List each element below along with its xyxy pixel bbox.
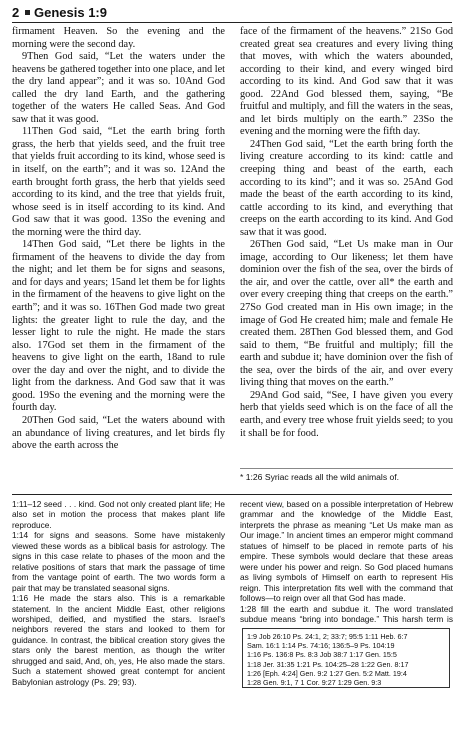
cross-reference-line: 1:9 Job 26:10 Ps. 24:1, 2; 33:7; 95:5 1:11 Heb. 6:7: [247, 632, 408, 641]
page-number: 2: [12, 5, 20, 20]
paragraph: face of the firmament of the heavens.” 21So God created great sea creatures and every living thing that moves, with which the waters abounded, according to their kind, and every winged bird according to its kind. And God saw that it was good. 22And God blessed them, saying, “Be fruitful and multiply, and fill the waters in the seas, and let birds multiply on the earth.” 23So the evening and the morning were the fifth day.: [240, 26, 453, 138]
paragraph: 20Then God said, “Let the waters abound with an abundance of living creatures, and let birds fly above the earth across the: [12, 414, 225, 452]
scripture-right-column: [240, 26, 453, 456]
cross-reference-line: Sam. 16:1 1:14 Ps. 74:16; 136:5–9 Ps. 104:19: [247, 641, 395, 651]
cross-reference-line: 1:16 Ps. 136:8 Ps. 8:3 Job 38:7 1:17 Gen. 15:5: [247, 650, 397, 660]
study-note: 1:11–12 seed . . . kind. God not only created plant life; He also set in motion the process that makes plant life reproduce.: [12, 499, 225, 530]
paragraph: 24Then God said, “Let the earth bring forth the living creature according to its kind: cattle and creeping thing and beast of the earth, each according to its kind”; and it was so. 25And God made the beast of the earth according to its kind, cattle according to its kind, and everything that creeps on the earth according to its kind. And God saw that it was good.: [240, 138, 453, 238]
paragraph: 14Then God said, “Let there be lights in the firmament of the heavens to divide the day from the night; and let them be for signs and seasons, and for days and years; 15and let them be for lights in the firmament of the heavens to give light on the earth”; and it was so. 16Then God made two great lights: the greater light to rule the day, and the lesser light to rule the night. He made the stars also. 17God set them in the firmament of the heavens to give light on the earth, 18and to rule over the day and over the night, and to divide the light from the darkness. And God saw that it was good. 19So the evening and the morning were the fourth day.: [12, 239, 225, 414]
study-note: 1:14 for signs and seasons. Some have mistakenly viewed these words as a biblical basis for astrology. The signs in this case relate to phases of the moon and the relative positions of stars that mark the passage of time from the vantage point of earth. The two words form a pair that may be translated seasonal signs.: [12, 530, 225, 593]
paragraph: 29And God said, “See, I have given you every herb that yields seed which is on the face of all the earth, and every tree whose fruit yields seed; to you it shall be for food.: [240, 389, 453, 439]
paragraph: firmament Heaven. So the evening and the morning were the second day.: [12, 26, 225, 50]
footnote-rule: [240, 468, 453, 469]
page-header: [12, 5, 452, 23]
study-note: [12, 687, 225, 689]
study-note: 1:16 He made the stars also. This is a remarkable statement. In the ancient Middle East, other religions worshiped, deified, and mystified the stars. Israel’s neighbors revered the stars and looked to them for guidance. In contrast, the biblical creation story gives the stars only the barest mention, as though the writer shrugged and said, And, oh, yes, He also made the stars. Such a statement showed great contempt for ancient Babylonian astrology (Ps. 29; 93).: [12, 593, 225, 687]
running-head-reference: Genesis 1:9: [34, 5, 107, 20]
paragraph: 11Then God said, “Let the earth bring forth grass, the herb that yields seed, and the fruit tree that yields fruit according to its kind, whose seed is in itself, on the earth”; and it was so. 12And the earth brought forth grass, the herb that yields seed according to its kind, and the tree that yields fruit, whose seed is in itself according to its kind. And God saw that it was good. 13So the evening and the morning were the third day.: [12, 126, 225, 238]
study-note: recent view, based on a possible interpretation of Hebrew grammar and the knowledge of the Middle East, interprets the phrase as meaning “Let Us make man as Our image.” In ancient times an emperor might command statues of himself to be placed in remote parts of his empire. These symbols would declare that these areas were under his power and reign. So God placed humans as living symbols of Himself on earth to represent His reign. This interpretation fits well with the command that follows—to reign over all that God has made.: [240, 499, 453, 604]
cross-reference-box: [242, 628, 450, 688]
cross-reference-line: 1:26 [Eph. 4:24] Gen. 9:2 1:27 Gen. 5:2 Matt. 19:4: [247, 668, 407, 678]
cross-reference-line: 1:28 Gen. 9:1, 7 1 Cor. 9:27 1:29 Gen. 9:3: [247, 678, 382, 688]
footnote: * 1:26 Syriac reads all the wild animals of.: [240, 472, 400, 482]
separator-square-icon: [25, 10, 30, 15]
scripture-left-column: [12, 26, 225, 456]
study-note: 1:28 fill the earth and subdue it. The word translated subdue means “bring into bondage.” This harsh term is: [240, 603, 453, 624]
cross-reference-line: 1:18 Jer. 31:35 1:21 Ps. 104:25–28 1:22 Gen. 8:17: [247, 659, 409, 669]
study-notes-left: [12, 499, 225, 689]
paragraph: 26Then God said, “Let Us make man in Our image, according to Our likeness; let them have dominion over the fish of the sea, over the birds of the air, and over the cattle, over all* the earth and over every creeping thing that creeps on the earth.” 27So God created man in His own image; in the image of God He created him; male and female He created them. 28Then God blessed them, and God said to them, “Be fruitful and multiply; fill the earth and subdue it; have dominion over the fish of the sea, over the birds of the air, and over every living thing that moves on the earth.”: [240, 239, 453, 389]
study-notes-right: [240, 499, 453, 624]
paragraph: 9Then God said, “Let the waters under the heavens be gathered together into one place, and let the dry land appear”; and it was so. 10And God called the dry land Earth, and the gathering together of the waters He called Seas. And God saw that it was good.: [12, 51, 225, 125]
header-rule: [12, 22, 452, 23]
study-notes-rule: [12, 494, 452, 495]
